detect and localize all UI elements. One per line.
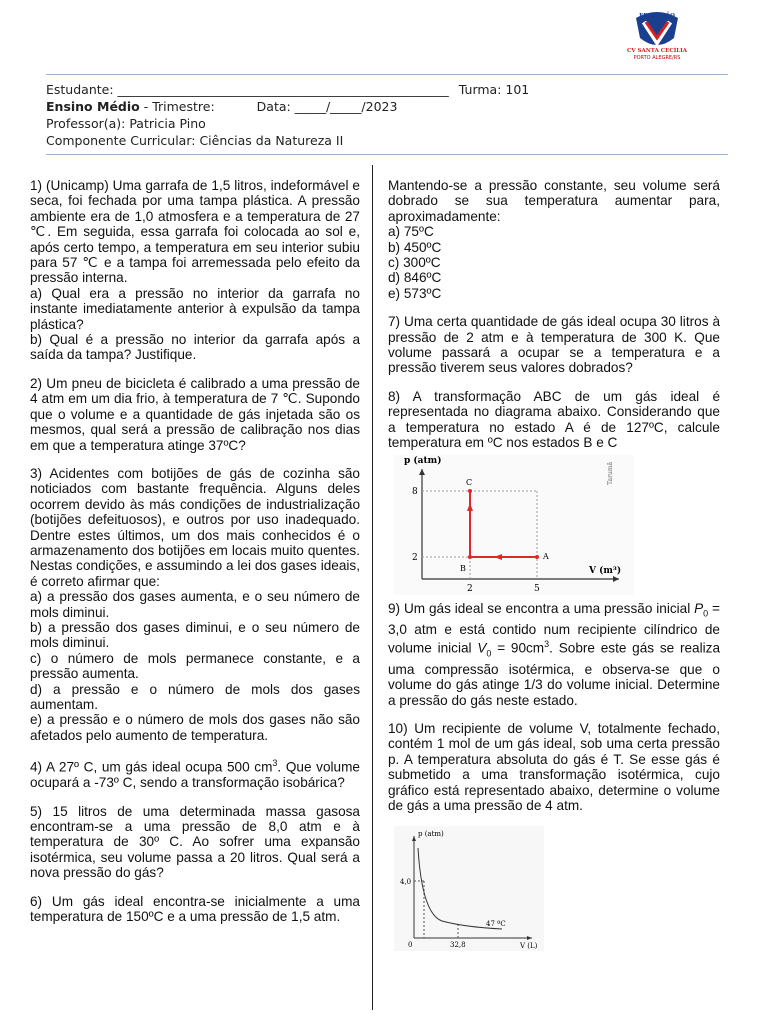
q3-option-b: b) a pressão dos gases diminui, e o seu número de mols diminui. bbox=[30, 619, 360, 651]
q9-text-2: = 3,0 atm e está contido num recipiente cilíndrico de volume inicial bbox=[388, 600, 720, 656]
student-label: Estudante: bbox=[46, 82, 114, 97]
header-top-rule bbox=[46, 74, 728, 75]
q9-sup: 3 bbox=[544, 639, 550, 650]
question-2: 2) Um pneu de bicicleta é calibrado a uma pressão de 4 atm em um dia frio, à temperatura de 7 ℃. Supondo que o volume e a quantidade de gás injetada são os mesmos, qual será a pressão de calibração nos dias em que a temperatura atinge 37ºC? bbox=[30, 375, 360, 453]
question-10: 10) Um recipiente de volume V, totalmente fechado, contém 1 mol de um gás ideal, sob uma certa pressão p. A temperatura absoluta do gás é T. Se esse gás é submetido a uma transformação isotérmica, cujo gráfico está representado abaixo, determine o volume de gás a uma pressão de 4 atm. bbox=[388, 720, 720, 813]
q9-text-3: = 90cm bbox=[491, 640, 545, 656]
question-6-cont bbox=[388, 178, 720, 301]
diagram1-xlabel: V (m³) bbox=[589, 565, 622, 576]
q3-option-d: d) a pressão e o número de mols dos gases aumentam. bbox=[30, 681, 360, 712]
graph2-temperature: 47 ºC bbox=[486, 920, 506, 929]
logo-top-text: EDUCAÇÃO bbox=[639, 13, 675, 19]
school-logo bbox=[626, 8, 688, 64]
q4-sup: 3 bbox=[272, 758, 278, 769]
q3-stem: 3) Acidentes com botijões de gás de cozinha são noticiados com bastante frequência. Alguns deles ocorrem devido às más condições de industrialização (botijões defeituosos), e outros por uso inadequado. Dentre estes últimos, um dos mais conhecidos é o armazenamento dos botijões em locais muito quentes. Nestas condições, e assumindo a lei dos gases ideais, é correto afirmar que: bbox=[30, 465, 360, 589]
question-3 bbox=[30, 466, 360, 743]
question-5: 5) 15 litros de uma determinada massa gasosa encontram-se a uma pressão de 8,0 atm e à temperatura de 30º C. Ao sofrer uma expansão isotérmica, seu volume passa a 20 litros. Qual será a nova pressão do gás? bbox=[30, 803, 360, 881]
isothermal-graph bbox=[394, 826, 544, 951]
pv-diagram-abc bbox=[394, 455, 634, 595]
q4-text-b: . Que volume ocupará a -73º C, sendo a transformação isobárica? bbox=[30, 759, 360, 791]
q1-item-a: a) Qual era a pressão no interior da garrafa no instante imediatamente anterior à expulsão da tampa plástica? bbox=[30, 285, 360, 332]
q9-text-1: 9) Um gás ideal se encontra a uma pressão inicial bbox=[388, 600, 695, 616]
q9-p-sub: 0 bbox=[703, 608, 709, 619]
q9-p-symbol: P bbox=[694, 600, 704, 616]
logo-name-text: CV SANTA CECÍLIA bbox=[626, 48, 688, 54]
q3-option-a: a) a pressão dos gases aumenta, e o seu número de mols diminui. bbox=[30, 589, 360, 620]
q9-text-4: . Sobre este gás se realiza uma compressão isotérmica, e observa-se que o volume do gás atinge 1/3 do volume inicial. Determine a pressão do gás neste estado. bbox=[388, 640, 721, 708]
q3-option-c: c) o número de mols permanece constante, e a pressão aumenta. bbox=[30, 650, 360, 682]
left-column bbox=[30, 178, 360, 937]
q3-option-e: e) a pressão e o número de mols dos gases não são afetados pelo aumento de temperatura. bbox=[30, 712, 360, 743]
logo-city-text: PORTO ALEGRE/RS bbox=[633, 55, 681, 61]
diagram1-ylabel: p (atm) bbox=[404, 455, 442, 466]
diagram1-tick-y2: 2 bbox=[412, 552, 418, 563]
student-blank: _____________________________________________________ bbox=[117, 82, 449, 97]
student-line bbox=[46, 82, 529, 98]
q6-option-b: b) 450ºC bbox=[388, 239, 442, 255]
diagram1-tick-x5: 5 bbox=[534, 583, 540, 594]
component-line: Componente Curricular: Ciências da Natureza II bbox=[46, 133, 344, 148]
question-7: 7) Uma certa quantidade de gás ideal ocupa 30 litros à pressão de 2 atm e à temperatura de 300 K. Que volume passará a ocupar se a temperatura e a pressão tiverem seus valores dobrados? bbox=[388, 314, 720, 376]
level-line bbox=[46, 99, 397, 115]
trimestre-label: - Trimestre: bbox=[143, 99, 215, 114]
graph2-tick-x: 32,8 bbox=[450, 941, 466, 950]
diagram1-tick-x2: 2 bbox=[467, 583, 473, 594]
graph2-xlabel: V (L) bbox=[520, 942, 538, 951]
date-label: Data: _____/_____/2023 bbox=[256, 99, 398, 114]
question-8: 8) A transformação ABC de um gás ideal é representada no diagrama abaixo. Considerando que a temperatura no estado A é de 127ºC, calcule temperatura em ºC nos estados B e C bbox=[388, 388, 720, 451]
level-label: Ensino Médio bbox=[46, 99, 140, 114]
column-divider bbox=[372, 165, 373, 1010]
q6-option-c: c) 300ºC bbox=[388, 255, 441, 271]
diagram1-watermark: Tarumã bbox=[607, 461, 614, 485]
graph2-origin: 0 bbox=[408, 941, 413, 950]
question-9 bbox=[388, 601, 720, 708]
header-bottom-rule bbox=[46, 154, 728, 155]
diagram1-point-b: B bbox=[460, 563, 466, 573]
question-1 bbox=[30, 178, 360, 363]
diagram1-point-c: C bbox=[466, 477, 473, 487]
graph2-ylabel: p (atm) bbox=[418, 830, 444, 839]
diagram1-tick-y8: 8 bbox=[412, 486, 418, 497]
q6-option-d: d) 846ºC bbox=[388, 270, 442, 286]
right-column bbox=[388, 178, 720, 951]
q4-text-a: 4) A 27º C, um gás ideal ocupa 500 cm bbox=[30, 759, 273, 775]
teacher-line: Professor(a): Patricia Pino bbox=[46, 116, 206, 131]
q6-cont: Mantendo-se a pressão constante, seu volume será dobrado se sua temperatura aumentar para, aproximadamente: bbox=[388, 178, 720, 224]
turma-label: Turma: 101 bbox=[458, 82, 530, 97]
q9-v-symbol: V bbox=[477, 640, 487, 656]
q1-item-b: b) Qual é a pressão no interior da garrafa após a saída da tampa? Justifique. bbox=[30, 332, 360, 363]
q9-v-sub: 0 bbox=[486, 648, 492, 659]
diagram1-point-a: A bbox=[543, 551, 549, 561]
question-6-stem: 6) Um gás ideal encontra-se inicialmente a uma temperatura de 150ºC e a uma pressão de 1,5 atm. bbox=[30, 893, 360, 924]
q6-option-e: e) 573ºC bbox=[388, 285, 442, 301]
question-4 bbox=[30, 756, 360, 790]
q1-stem: 1) (Unicamp) Uma garrafa de 1,5 litros, indeformável e seca, foi fechada por uma tampa plástica. A pressão ambiente era de 1,0 atmosfera e a temperatura de 27 ℃. Em seguida, essa garrafa foi colocada ao sol e, após certo tempo, a temperatura em seu interior subiu para 57 ℃ e a tampa foi arremessada pelo efeito da pressão interna. bbox=[30, 178, 360, 286]
q6-option-a: a) 75ºC bbox=[388, 224, 434, 240]
graph2-tick-y: 4,0 bbox=[400, 878, 412, 887]
